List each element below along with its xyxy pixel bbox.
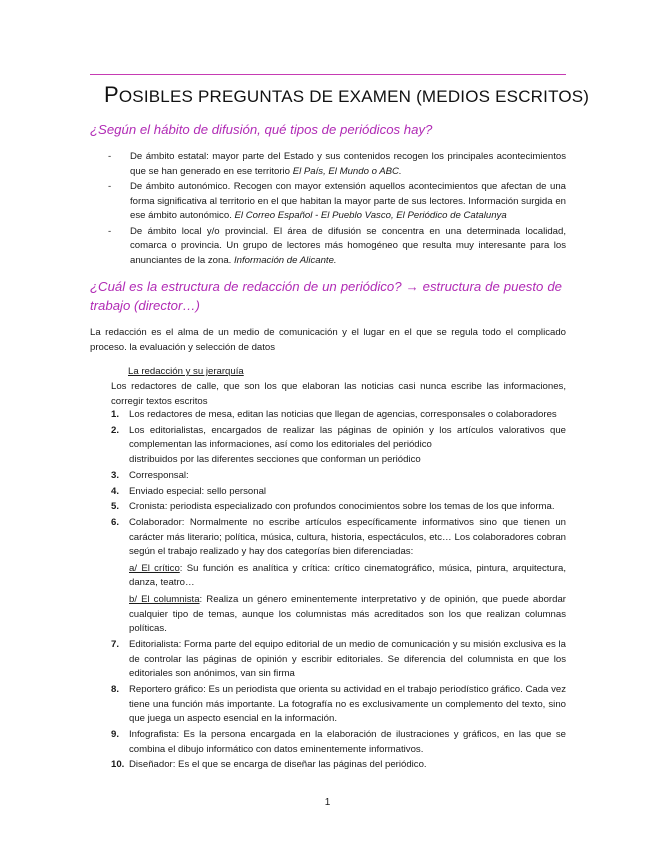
list-item: 4. Enviado especial: sello personal bbox=[111, 485, 267, 497]
sub-item-columnist: b/ El columnista: Realiza un género eminentemente interpretativo y de opinión, que puede abordar cualquier tipo de temas, aunque los columnistas más acreditados son los que realizan columnas políticas. bbox=[129, 594, 566, 635]
subheading: La redacción y su jerarquía bbox=[128, 366, 244, 377]
sub-item-critic: a/ El crítico: Su función es analítica y crítica: crítico cinematográfico, música, pintura, arquitectura, danza, teatro… bbox=[129, 562, 566, 589]
newspaper-types-list bbox=[90, 150, 566, 269]
list-item: - De ámbito estatal: mayor parte del Estado y sus contenidos recogen los principales acontecimientos que se han generado en ese territorio El País, El Mundo o ABC. bbox=[108, 151, 566, 177]
question-heading-2: ¿Cuál es la estructura de redacción de un periódico? → estructura de puesto de trabajo (director…) bbox=[90, 279, 562, 313]
list-item: 7. Editorialista: Forma parte del equipo editorial de un medio de comunicación y su misión exclusiva es la de controlar las páginas de opinión y escribir editoriales. Se diferencia del columnista en que los editoriales son anónimos, van sin firma bbox=[111, 639, 566, 680]
list-item: - De ámbito local y/o provincial. El área de difusión se concentra en una determinada localidad, comarca o provincia. Un grupo de lectores más homogéneo que resulta muy interesante para los anunciantes de la zona. Información de Alicante. bbox=[108, 225, 566, 266]
list-item: 3. Corresponsal: bbox=[111, 469, 189, 481]
hierarchy-list bbox=[111, 408, 566, 774]
list-item: 8. Reportero gráfico: Es un periodista que orienta su actividad en el trabajo periodístico gráfico. Cada vez tiene una función más importante. La fotografía no es exclusivamente un complemento del texto, sino que juega un aspecto esencial en la información. bbox=[111, 684, 566, 725]
list-item: 2. Los editorialistas, encargados de realizar las páginas de opinión y los artículos valorativos que complementan las informaciones, así como los editoriales del periódico distribuidos por las diferentes secciones que conforman un periódico bbox=[111, 424, 566, 465]
title-rule bbox=[90, 74, 566, 75]
list-item: 5. Cronista: periodista especializado con profundos conocimientos sobre los temas de los que informa. bbox=[111, 501, 555, 513]
page-number: 1 bbox=[324, 797, 331, 808]
list-item: 6. Colaborador: Normalmente no escribe artículos específicamente informativos sino que tienen un carácter más literario; política, música, cultura, historia, espectáculos, etc… Los colaboradores cobran según el trabajo realizado y hay dos categorías bien diferenciadas: a/ El crítico: Su función es analítica y crítica: crítico cinematográfico, música, pintura, arquitectura, danza, teatro… b/ El columnista: Realiza un género eminentemente interpretativo y de opinión, que puede abordar cualquier tipo de temas, aunque los columnistas más acreditados son los que realizan columnas políticas. bbox=[111, 516, 566, 637]
list-item: - De ámbito autonómico. Recogen con mayor extensión aquellos acontecimientos que afectan de una forma significativa al territorio en el que habitan la mayor parte de sus lectores. Información surgida en ese ámbito autonómico. El Correo Español - El Pueblo Vasco, El Periódico de Catalunya bbox=[108, 181, 566, 221]
list-item: 9. Infografista: Es la persona encargada en la elaboración de ilustraciones y gráficos, en las que se combina el dibujo informático con datos eminentemente informativos. bbox=[111, 728, 566, 755]
page-title: POSIBLES PREGUNTAS DE EXAMEN (MEDIOS ESCRITOS) bbox=[104, 82, 590, 107]
list-item: 10. Diseñador: Es el que se encarga de diseñar las páginas del periódico. bbox=[111, 759, 427, 771]
question-heading-1: ¿Según el hábito de difusión, qué tipos de periódicos hay? bbox=[90, 122, 433, 137]
list-item: 1. Los redactores de mesa, editan las noticias que llegan de agencias, corresponsales o colaboradores bbox=[111, 409, 557, 420]
lead-paragraph: Los redactores de calle, que son los que elaboran las noticias casi nunca escribe las informaciones, corregir textos escritos bbox=[111, 381, 566, 407]
intro-paragraph: La redacción es el alma de un medio de comunicación y el lugar en el que se regula todo el complicado proceso. la evaluación y selección de datos bbox=[90, 327, 566, 353]
